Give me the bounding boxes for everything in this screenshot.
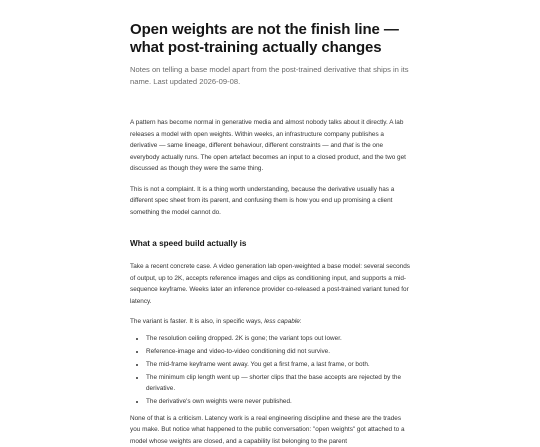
list-item: • Reference-image and video-to-video conditioning did not survive. xyxy=(146,346,413,358)
article-subtitle: Notes on telling a base model apart from the post-trained derivative that ships in its name. Last updated 2026-09-08. xyxy=(130,64,413,88)
section-paragraph-2-text-a: The variant is faster. It is also, in specific ways, xyxy=(130,318,264,325)
list-item: • The derivative's own weights were never published. xyxy=(146,396,413,408)
list-item: • The mid-frame keyframe went away. You get a first frame, a last frame, or both. xyxy=(146,359,413,371)
section-paragraph-2-emphasis: less capable xyxy=(264,318,300,325)
section-paragraph-1: Take a recent concrete case. A video generation lab open-weighted a base model: several seconds of output, up to 2K, accepts reference images and clips as conditioning input, and supports a mid-sequence keyframe. Weeks later an inference provider co-released a post-trained variant tuned for latency. xyxy=(130,261,413,307)
article-column xyxy=(130,21,413,447)
section-paragraph-2 xyxy=(130,316,413,328)
list-item: • The minimum clip length went up — shorter clips that the base accepts are rejected by the derivative. xyxy=(146,372,413,395)
section-paragraph-3: None of that is a criticism. Latency work is a real engineering discipline and these are the trades you make. But notice what happened to the public conversation: "open weights" got attached to a model whose weights are closed, and a capability list belonging to the parent xyxy=(130,413,413,447)
list-item: • The resolution ceiling dropped. 2K is gone; the variant tops out lower. xyxy=(146,333,413,345)
tradeoff-list xyxy=(130,333,413,408)
intro-paragraph-1-text-b: is the one everybody actually runs. The open artefact becomes an input to a closed product, and the two get discussed as though they were the same thing. xyxy=(130,142,406,172)
section-heading: What a speed build actually is xyxy=(130,238,413,250)
section-paragraph-2-text-b: : xyxy=(300,318,302,325)
intro-paragraph-1 xyxy=(130,117,413,175)
intro-paragraph-1-text-a: A pattern has become normal in generative media and almost nobody talks about it directly. A lab releases a model with open weights. Within weeks, an infrastructure company publishes a derivative — same lineage, different behaviour, different constraints — and xyxy=(130,119,403,149)
intro-paragraph-2: This is not a complaint. It is a thing worth understanding, because the derivative usually has a different spec sheet from its parent, and confusing them is how you end up promising a client something the model cannot do. xyxy=(130,184,413,219)
intro-paragraph-1-emphasis: that xyxy=(343,142,354,149)
article-title: Open weights are not the finish line — what post-training actually changes xyxy=(130,21,413,57)
